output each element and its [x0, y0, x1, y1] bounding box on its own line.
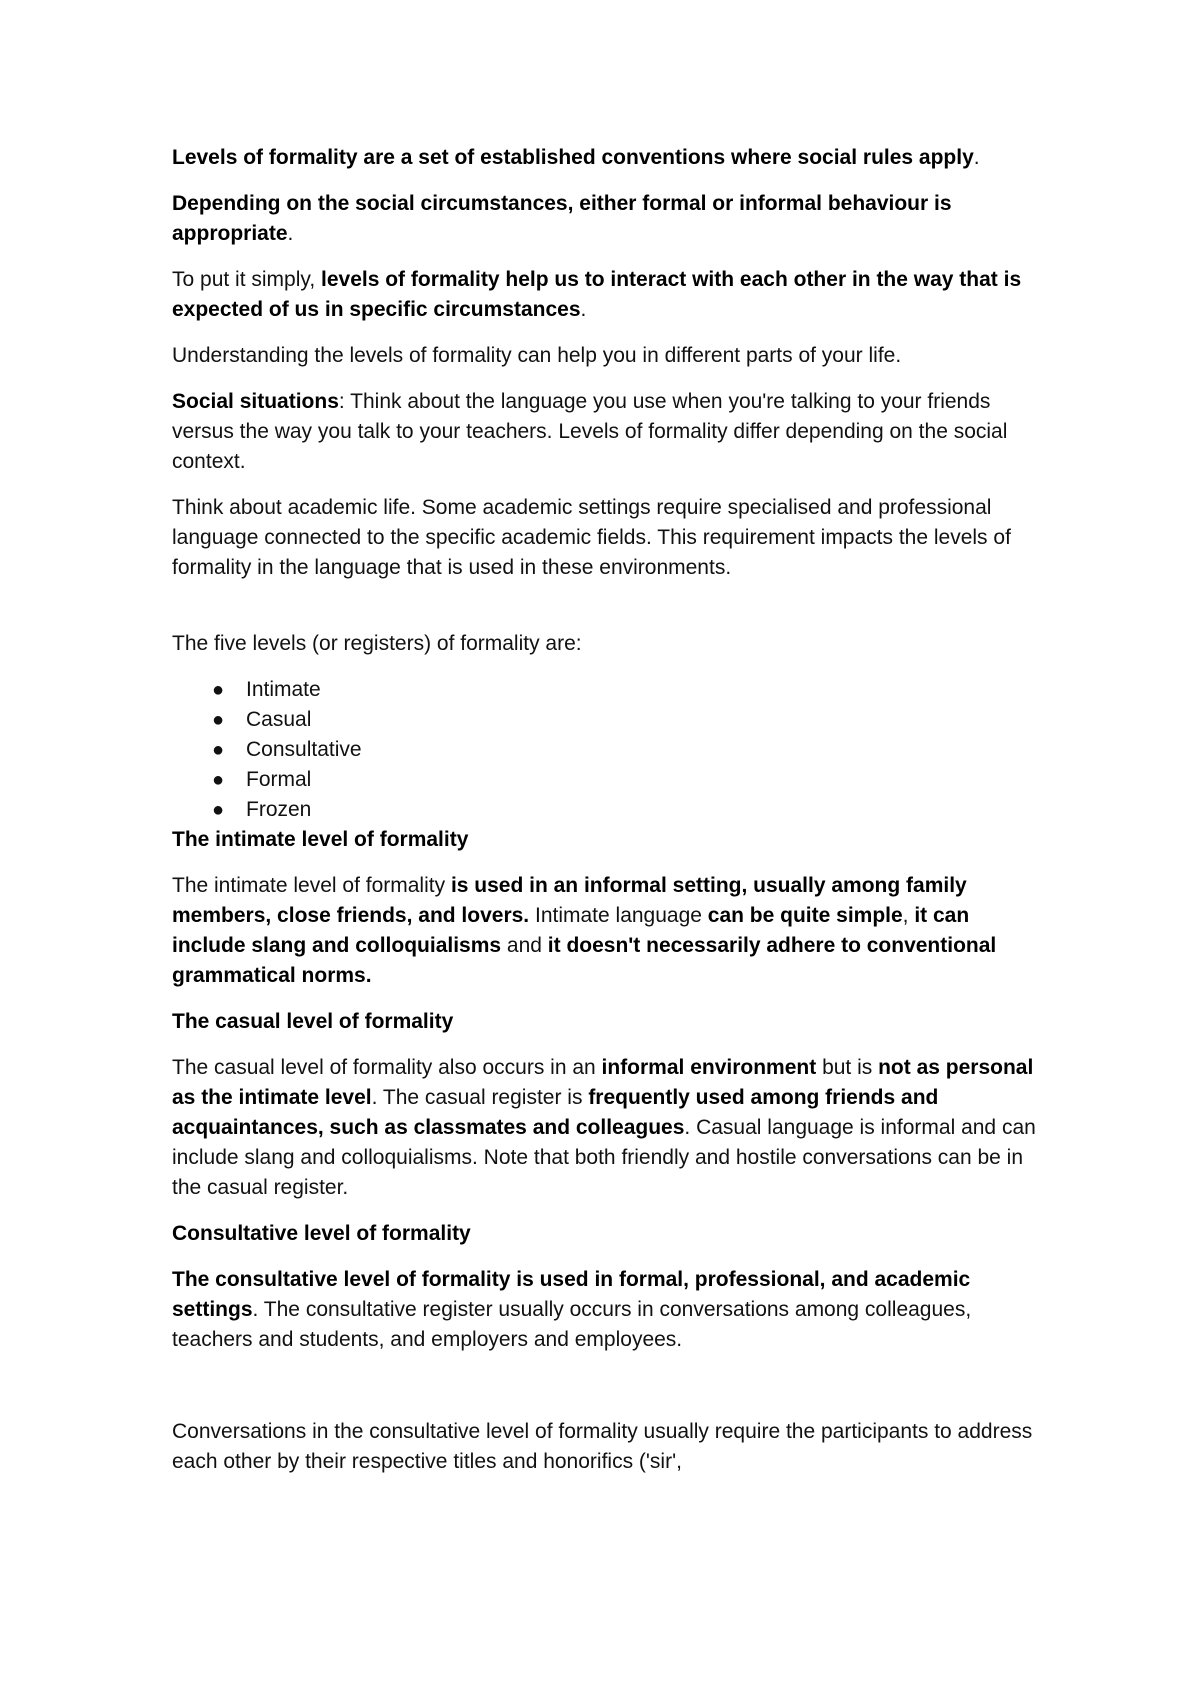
text: The casual level of formality also occurs in an: [172, 1056, 602, 1079]
paragraph-understanding: Understanding the levels of formality can help you in different parts of your life.: [172, 344, 902, 367]
list-item-label: Intimate: [246, 678, 321, 701]
bold-text: not as personal as the intimate level: [172, 1056, 1034, 1109]
text: ,: [902, 904, 915, 927]
list-item-label: Consultative: [246, 738, 362, 761]
bold-text: is used in an informal setting, usually among family members, close friends, and lovers.: [172, 874, 967, 927]
bold-text: can be quite simple: [707, 904, 903, 927]
bold-text: Depending on the social circumstances, either formal or informal behaviour is appropriate: [172, 192, 952, 245]
list-item: [172, 795, 1044, 825]
paragraph-circumstances: [172, 189, 1044, 249]
bold-text: The consultative level of formality is used in formal, professional, and academic settings: [172, 1268, 971, 1321]
text: The intimate level of formality: [172, 874, 451, 897]
text: .: [973, 146, 980, 169]
list-item: [172, 705, 1044, 735]
paragraph-definition: [172, 143, 1044, 173]
bullet-icon: ●: [212, 709, 225, 731]
list-item: [172, 675, 1044, 705]
bold-text: levels of formality help us to interact with each other in the way that is expected of us in specific circumstances: [172, 268, 1022, 321]
spacer: [172, 599, 1044, 629]
spacer: [172, 1371, 1044, 1417]
paragraph-consultative: [172, 1265, 1044, 1355]
paragraph-social-situations: [172, 387, 1044, 477]
list-item: [172, 735, 1044, 765]
bold-text: Social situations: [172, 390, 339, 413]
bullet-icon: ●: [212, 739, 225, 761]
text: . The consultative register usually occurs in conversations among colleagues, teachers and students, and employers and employees.: [172, 1298, 972, 1351]
bold-text: it doesn't necessarily adhere to conventional grammatical norms.: [172, 934, 997, 987]
heading-casual: The casual level of formality: [172, 1010, 454, 1033]
heading-consultative: Consultative level of formality: [172, 1222, 471, 1245]
text: To put it simply,: [172, 268, 321, 291]
bold-text: it can include slang and colloquialisms: [172, 904, 970, 957]
document-body: [172, 143, 1044, 1493]
bullet-icon: ●: [212, 679, 225, 701]
paragraph-consultative-conversations: Conversations in the consultative level of formality usually require the participants to address each other by their respective titles and honorifics ('sir',: [172, 1420, 1033, 1473]
text: . Casual language is informal and can include slang and colloquialisms. Note that both friendly and hostile conversations can be in the casual register.: [172, 1116, 1036, 1199]
list-item-label: Formal: [246, 768, 312, 791]
heading-intimate: The intimate level of formality: [172, 828, 469, 851]
text: Intimate language: [529, 904, 708, 927]
levels-list: [172, 675, 1044, 825]
paragraph-simply: [172, 265, 1044, 325]
list-item-label: Casual: [246, 708, 312, 731]
text: but is: [816, 1056, 879, 1079]
bullet-icon: ●: [212, 769, 225, 791]
text: .: [580, 298, 587, 321]
paragraph-casual: [172, 1053, 1044, 1203]
paragraph-intimate: [172, 871, 1044, 991]
text: and: [501, 934, 548, 957]
list-intro: The five levels (or registers) of formality are:: [172, 632, 582, 655]
list-item: [172, 765, 1044, 795]
bold-text: Levels of formality are a set of established conventions where social rules apply: [172, 146, 974, 169]
bullet-icon: ●: [212, 799, 225, 821]
bold-text: informal environment: [601, 1056, 817, 1079]
bold-text: frequently used among friends and acquaintances, such as classmates and colleagues: [172, 1086, 939, 1139]
text: .: [287, 222, 294, 245]
paragraph-academic-life: Think about academic life. Some academic settings require specialised and professional language connected to the specific academic fields. This requirement impacts the levels of formality in the language that is used in these environments.: [172, 496, 1011, 579]
list-item-label: Frozen: [246, 798, 312, 821]
text: . The casual register is: [371, 1086, 589, 1109]
text: : Think about the language you use when you're talking to your friends versus the way you talk to your teachers. Levels of formality differ depending on the social context.: [172, 390, 1008, 473]
